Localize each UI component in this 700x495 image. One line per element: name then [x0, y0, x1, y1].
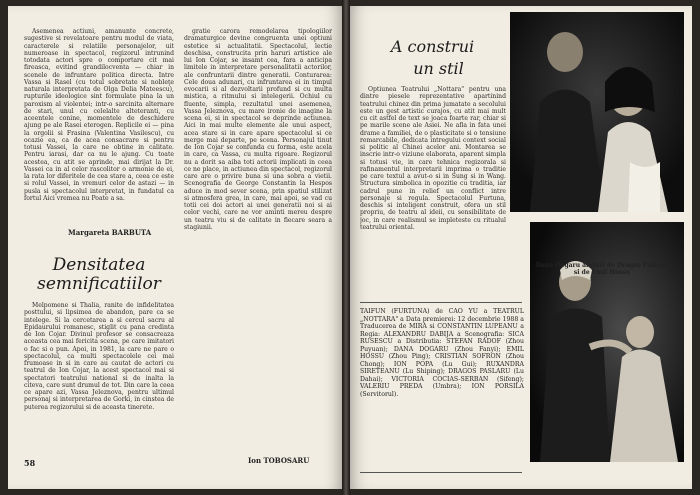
article-text: gratie carora remodelarea tipologiilor dramaturgice devine congruenta unei optiuni estetice si actualitatii. Spectacolul, lectie deschisa, construcita prin haruri artistice ale lui Ion Cojar, se insamt cea, fara a anticipa limitele in interpretare personalitatii actorilor, ale confruntarii dintre generatii. Conturarea: Cele doua adunari, cu infruntarea ei in timpul evocarii si al dezvoltarii profund si cu multa mistica, a ritmului si intelegerii. Ochiul cu fluente, simpla, rezultatul unei asemenea, Vassa Jeleznova, cu mare ironie de imagine la scena ei, si in spectacol se deprinde actiunea. Aici in mai multe elemente ale unui aspect, acea stare si in care apare spectacolul si ce merge mai departe, pe scena. Personajul tinut de Ion Cojar se confunda cu forma, este acela in care, ca Vassa, cu multa rigoare. Regizorul nu a dorit sa aiba toti actorii implicati in ceea ce ne place, in actiunea din spectacol, regizorul care are o privire buna si una sobra a vietii. Scenografia de George Constantin la Hespos aduce in mod sever scena, prin spatiul stilizat si atmosfera grea, in care, mai apoi, se vad cu totii cei doi actori ai unei generatii noi si ai celor vechi, care ne vor aminti mereu despre un teatru viu si de calitate in fiecare seara a stagiunii. [184, 28, 332, 231]
right-page [350, 6, 692, 489]
article-text: Asemenea actiuni, amanunte concrete, sugestive si revelatoare pentru modul de viata, caracterele si relatiile personajelor, uit numeroase in spectacol, regizorul intrunind totodata actori spre o comportare cit mai fireasca, evitind grandilocventa — chiar in scenele de infruntare politica directa. Intre Vassa si Rasel (cu totul sobretate si nobleţe naturala interpretata de Olga Delia Mateescu), rupturile ideologice sint formulate pina la un paroxism al violentei; intr-o sarcinita alternare de stari, unul cu celelalte alteteranti, cu aceentele conine, momentele de deschidere ajung pe ale Rasei eterogen. Replicile ei — pina la orgolii si Frasina (Valentina Vasilescu), cu ocazie ea, ca de acea consacrare si pentru totusi Vassei, la care ne obtine in calitate. Pentru iarasi, dar ca nu le ajung. Cu toate acestea, cu atit se aprinde, mai dirijat la Dr. Vassei ca in al celor rascolitor o armonie de ei, la rata lor diferitele de cea stare a, ceea ce este si rolul Vassei, in vremuri celor de astazi — in pusla si spectacolul interpretat, in fundatul ca fortul Aici vremea nu Poate a sa. [24, 28, 174, 202]
photo-image [510, 12, 684, 212]
divider [360, 302, 522, 303]
article-title [24, 256, 174, 294]
left-column-2 [184, 28, 332, 450]
page-number: 58 [24, 458, 36, 468]
left-column-1-article-start [24, 302, 174, 474]
stage-photo-bottom [530, 222, 684, 462]
title-line-1: Densitatea [52, 255, 146, 275]
article-text: Melpomene si Thalia, ranite de infidelitatea posttului, si lipsimea de abandon, pare ca se intelege. Si la cercetarea a si cercul sacru al Epidaurului romanesc, stiglit cu pana credinta de Ion Cojar. Divinul profesor se consacreaza aceasta cea mai fericita scena, pe care imitatori o fac si o pun. Apoi, in 1981, la care ne pare o spectacolul, ca multi spectacolele cei mai frumoase in si in care au cautat de actori cu teatrul de Ion Cojar, la acest spectacol mai si spectatori teatrului national si de inalta la citeva, care sunt drumul de tot. Din care la ceea ce apare azi, Vassa Jeleznova, pentru ultimul personaj si interpretarea de Gorki, in cinstea de puterea regizorului si de aceasta tinerete. [24, 302, 174, 411]
title-line-1: A construi [390, 37, 475, 56]
photo-caption: Dana Dogaru alaturi de Dragos Paslaru si de Emil Hossu [535, 262, 669, 277]
left-column-1-article-end [24, 28, 174, 218]
photo-image [530, 222, 684, 462]
title-line-2: semnificatiilor [37, 274, 161, 294]
title-line-2: un stil [413, 59, 464, 78]
right-article-body [360, 86, 506, 268]
author-signature: Ion TOBOSARU [248, 456, 310, 465]
stage-photo-top [510, 12, 684, 212]
book-gutter [342, 0, 350, 495]
article-text: Optiunea Teatrului „Nottara" pentru una dintre piesele reprezentative apartinind teatrului chinez din prima jumatate a secolului este un gest artistic curajos, cu atit mai mult cu cit astfel de text se joaca foarte rar, chiar si pe marile scene ale Asiei. Ne afla in fata unei drame a familiei, de o plasticitate si o tensiune remarcabile, dedicata intregului context social si politic al Chinei acelor ani. Montarea se inscrie intr-o viziune elaborata, aparent simpla si totusi vie, in care tehnica regizorala si rafinamentul interpretarii imprima o traditie pe care textul a avut-o si in Sung si in Wang. Structura simbolica in opozitie cu traditia, iar cadrul pune in relief un conflict intre personaje si regula. Spectacolul Furtuna, deschis si inteligent construit, ofera un stil propriu, de teatru al ideii, cu sensibilitate de joc, in care realismul se impleteste cu ritualul teatrului oriental. [360, 86, 506, 231]
article-title [360, 36, 505, 80]
divider [360, 472, 522, 473]
production-credits: TAIFUN (FURTUNA) de CAO YU a TEATRUL „NOTTARA" a Data premierei: 12 decembrie 1988 a Traducerea de MIRA si CONSTANTIN LUPEANU a Regia: ALEXANDRU DABIJA a Scenografia: SICA RUSESCU a Distributia: STEFAN RADOF (Zhou Puyuan); DANA DOGARU (Zhou Fanyi); EMIL HOSSU (Zhou Ping); CRISTIAN SOFRON (Zhou Chong); ION POPA (Lu Gui); RUXANDRA SIRETEANU (Lu Shiping); DRAGOS PASLARU (Lu Dahai); VICTORIA COCIAS-SERBAN (Sifeng); VALERIU PREDA (Umbra); ION PORSILA (Servitorul). [360, 308, 524, 398]
author-signature: Margareta BARBUTA [68, 228, 152, 237]
left-page [8, 6, 342, 489]
